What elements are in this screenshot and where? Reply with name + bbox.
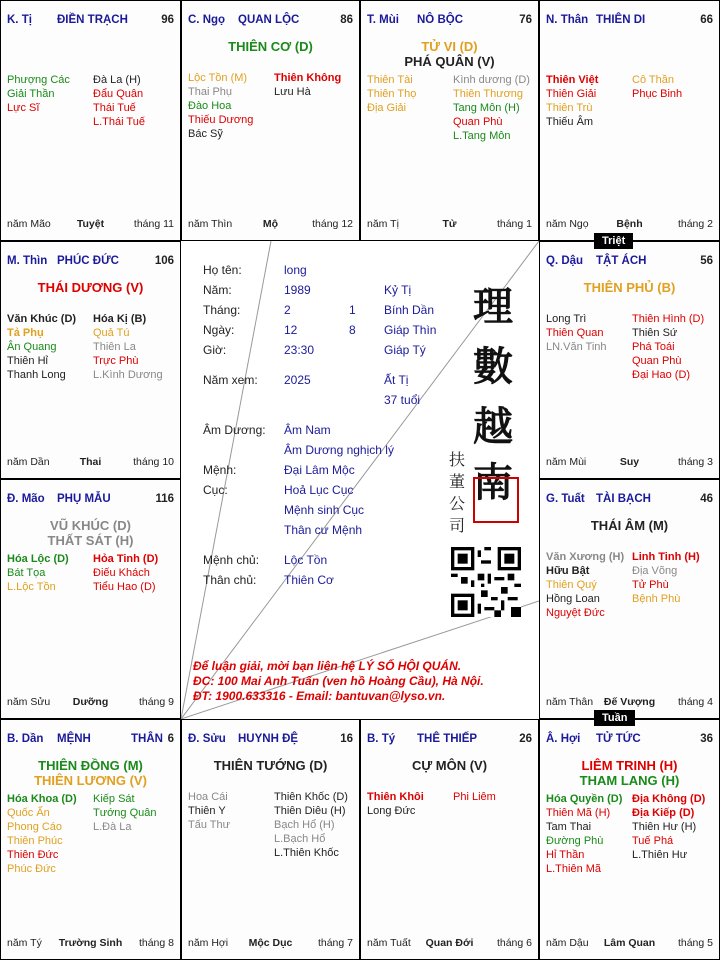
minor-star: Tử Phù bbox=[632, 579, 669, 591]
minor-star: Bệnh Phù bbox=[632, 593, 681, 605]
gio-can-value: Giáp Tý bbox=[384, 343, 426, 357]
side-char-1: 扶 bbox=[449, 450, 466, 469]
palace-branch: Q. Dậu bbox=[546, 255, 584, 267]
palace-name: NÔ BỘC bbox=[417, 14, 463, 26]
palace-mui[interactable] bbox=[360, 0, 539, 241]
palace-branch: Đ. Sửu bbox=[188, 733, 226, 745]
palace-header bbox=[7, 14, 174, 30]
minor-star: Văn Khúc (D) bbox=[7, 313, 77, 325]
minor-star: Hóa Lộc (D) bbox=[7, 553, 69, 565]
minor-star: Thiên Thương bbox=[453, 88, 524, 100]
qr-code-icon[interactable] bbox=[451, 547, 521, 617]
palace-header bbox=[367, 733, 532, 749]
minor-star: Tấu Thư bbox=[188, 819, 231, 831]
minor-star: Quốc Ấn bbox=[7, 807, 50, 819]
minor-star: Kiếp Sát bbox=[93, 793, 135, 805]
minor-star: Thiên Giải bbox=[546, 88, 597, 100]
minor-stars-right bbox=[632, 550, 700, 606]
palace-number: 6 bbox=[167, 733, 174, 745]
minor-star: Phúc Đức bbox=[7, 863, 56, 875]
palace-number: 16 bbox=[340, 733, 353, 745]
minor-star: Thiếu Dương bbox=[188, 114, 254, 126]
palace-branch: B. Dần bbox=[7, 733, 44, 745]
minor-star: L.Bạch Hổ bbox=[274, 833, 326, 845]
palace-month: tháng 8 bbox=[138, 937, 174, 949]
minor-star: Điếu Khách bbox=[93, 567, 150, 579]
gio-value: 23:30 bbox=[284, 343, 315, 357]
minor-star: Thiên Hình (D) bbox=[632, 313, 705, 325]
palace-footer bbox=[546, 937, 713, 951]
minor-star: Tiểu Hao (D) bbox=[93, 581, 156, 593]
minor-star: L.Thiên Mã bbox=[546, 863, 602, 875]
minor-stars-left bbox=[188, 71, 253, 141]
palace-stage: Đế Vượng bbox=[603, 696, 656, 708]
minor-stars-right bbox=[632, 792, 705, 862]
minor-star: Tả Phụ bbox=[7, 327, 44, 339]
palace-header bbox=[546, 733, 713, 749]
minor-star: Thiên Hỉ bbox=[7, 355, 48, 367]
minor-star: Lộc Tồn (M) bbox=[188, 72, 248, 84]
major-star: LIÊM TRINH (H) bbox=[581, 758, 678, 773]
cuc-value-3: Thân cư Mệnh bbox=[284, 523, 363, 537]
palace-name: HUYNH ĐỆ bbox=[238, 733, 299, 745]
palace-name: THÊ THIẾP bbox=[417, 733, 478, 745]
minor-stars-right bbox=[632, 312, 704, 382]
minor-star: Thiên Đức bbox=[7, 849, 59, 861]
contact-line-1: Để luận giải, mời bạn liên hệ LÝ SỐ HỘI QUÁN. bbox=[193, 659, 462, 673]
minor-stars-left bbox=[546, 550, 624, 620]
minor-star: Thiên Hư (H) bbox=[632, 821, 697, 833]
palace-stage: Thai bbox=[79, 456, 102, 468]
namxem-label: Năm xem: bbox=[203, 373, 258, 387]
minor-star: Thiên Không bbox=[274, 72, 342, 84]
palace-footer bbox=[188, 218, 353, 232]
palace-header bbox=[546, 493, 713, 509]
palace-hoi[interactable] bbox=[539, 719, 720, 960]
palace-suu[interactable] bbox=[181, 719, 360, 960]
namxem-value: 2025 bbox=[284, 373, 311, 387]
minor-star: Đà La (H) bbox=[93, 74, 141, 86]
palace-name: ĐIỀN TRẠCH bbox=[57, 14, 128, 26]
ngay-b-value: 8 bbox=[349, 323, 356, 337]
minor-star: L.Thái Tuế bbox=[93, 116, 145, 128]
major-star: THIÊN ĐỒNG (M) bbox=[38, 758, 143, 773]
minor-star: Địa Không (D) bbox=[632, 793, 706, 805]
palace-name: TÀI BẠCH bbox=[596, 493, 651, 505]
palace-footer bbox=[367, 218, 532, 232]
red-seal-stamp bbox=[473, 477, 519, 523]
minor-star: L.Lộc Tồn bbox=[7, 581, 56, 593]
palace-year: năm Hợi bbox=[188, 937, 229, 949]
major-star: THÁI DƯƠNG (V) bbox=[37, 280, 144, 295]
palace-year: năm Thân bbox=[546, 696, 594, 708]
minor-star: Bát Tọa bbox=[7, 567, 46, 579]
amduong-label: Âm Dương: bbox=[203, 423, 266, 437]
minor-star: Hỏa Tinh (D) bbox=[93, 553, 159, 565]
major-star: THIÊN LƯƠNG (V) bbox=[34, 773, 147, 788]
minor-star: Nguyệt Đức bbox=[546, 607, 605, 619]
minor-star: L.Kình Dương bbox=[93, 369, 163, 381]
minor-star: Địa Kiếp (D) bbox=[632, 807, 695, 819]
palace-footer bbox=[7, 456, 174, 470]
major-star: CỰ MÔN (V) bbox=[411, 758, 488, 773]
minor-star: Hóa Quyền (D) bbox=[546, 793, 623, 805]
minor-star: LN.Văn Tinh bbox=[546, 341, 607, 353]
minor-star: Thiên Diêu (H) bbox=[274, 805, 346, 817]
minor-star: Long Đức bbox=[367, 805, 416, 817]
minor-stars-left bbox=[546, 312, 607, 354]
palace-footer bbox=[7, 696, 174, 710]
palace-branch: N. Thân bbox=[546, 14, 589, 26]
minor-star: Quan Phù bbox=[453, 116, 503, 128]
minor-star: Phong Cáo bbox=[7, 821, 63, 833]
palace-stage: Mộ bbox=[262, 218, 279, 230]
side-char-2: 董 bbox=[449, 472, 466, 491]
minor-stars-left bbox=[188, 790, 230, 832]
palace-stage: Suy bbox=[619, 456, 640, 468]
minor-star: Thiên Tài bbox=[367, 74, 413, 86]
tuan-tag: Tuần bbox=[594, 710, 635, 726]
palace-month: tháng 2 bbox=[677, 218, 713, 230]
ngay-can-value: Giáp Thìn bbox=[384, 323, 437, 337]
ngay-a-value: 12 bbox=[284, 323, 298, 337]
menhchu-value: Lộc Tồn bbox=[284, 553, 328, 567]
minor-star: Lực Sĩ bbox=[7, 102, 40, 114]
palace-header bbox=[188, 733, 353, 749]
palace-number: 76 bbox=[519, 14, 532, 26]
side-char-3: 公 bbox=[449, 494, 466, 513]
palace-month: tháng 3 bbox=[677, 456, 713, 468]
palace-year: năm Mão bbox=[7, 218, 51, 230]
minor-star: Bạch Hổ (H) bbox=[274, 819, 335, 831]
palace-footer bbox=[546, 218, 713, 232]
minor-star: L.Tang Môn bbox=[453, 130, 511, 142]
minor-star: Hóa Khoa (D) bbox=[7, 793, 77, 805]
minor-star: Hồng Loan bbox=[546, 593, 600, 605]
minor-stars-right bbox=[632, 73, 682, 101]
palace-header bbox=[188, 14, 353, 30]
minor-stars-left bbox=[7, 552, 69, 594]
cuc-label: Cục: bbox=[203, 483, 228, 497]
minor-stars-left bbox=[367, 73, 416, 115]
minor-star: Thái Tuế bbox=[93, 102, 136, 114]
palace-ty[interactable] bbox=[360, 719, 539, 960]
palace-name: MỆNH bbox=[57, 733, 91, 745]
palace-name: TỬ TỨC bbox=[596, 733, 641, 745]
nam-value: 1989 bbox=[284, 283, 311, 297]
ho-ten-label: Họ tên: bbox=[203, 263, 242, 277]
palace-month: tháng 11 bbox=[133, 218, 174, 230]
minor-star: Bác Sỹ bbox=[188, 128, 223, 140]
minor-star: Thanh Long bbox=[7, 369, 66, 381]
palace-year: năm Tuất bbox=[367, 937, 411, 949]
palace-header bbox=[7, 733, 174, 749]
major-star: THÁI ÂM (M) bbox=[590, 518, 669, 533]
palace-header bbox=[546, 14, 713, 30]
minor-stars-left bbox=[7, 73, 70, 115]
cuc-value: Hoả Lục Cục bbox=[284, 483, 354, 497]
minor-stars-right bbox=[93, 312, 163, 382]
palace-month: tháng 5 bbox=[677, 937, 713, 949]
minor-star: Tướng Quân bbox=[93, 807, 157, 819]
palace-stage: Quan Đới bbox=[425, 937, 474, 949]
minor-star: Giải Thần bbox=[7, 88, 55, 100]
palace-number: 66 bbox=[700, 14, 713, 26]
center-info-panel bbox=[181, 241, 539, 719]
cuc-value-2: Mệnh sinh Cục bbox=[284, 503, 365, 517]
minor-stars-left bbox=[546, 792, 622, 876]
gio-label: Giờ: bbox=[203, 343, 227, 357]
amduong-value-2: Âm Dương nghịch lý bbox=[284, 443, 394, 457]
palace-ti[interactable] bbox=[0, 0, 181, 241]
minor-stars-right bbox=[453, 790, 496, 804]
minor-star: Quả Tú bbox=[93, 327, 130, 339]
palace-year: năm Tý bbox=[7, 937, 42, 949]
minor-star: Thiên Thọ bbox=[367, 88, 417, 100]
palace-month: tháng 1 bbox=[496, 218, 532, 230]
minor-star: Trực Phù bbox=[93, 355, 139, 367]
palace-month: tháng 7 bbox=[317, 937, 353, 949]
calligraphy-char-1: 理 bbox=[473, 283, 513, 330]
palace-branch: Đ. Mão bbox=[7, 493, 45, 505]
palace-number: 26 bbox=[519, 733, 532, 745]
minor-star: Phi Liêm bbox=[453, 791, 496, 803]
minor-stars-right bbox=[274, 71, 341, 99]
minor-star: Cô Thần bbox=[632, 74, 674, 86]
minor-stars-left bbox=[7, 312, 76, 382]
minor-stars-left bbox=[7, 792, 77, 876]
minor-stars-right bbox=[274, 790, 348, 860]
palace-footer bbox=[188, 937, 353, 951]
nam-can-value: Kỷ Tị bbox=[384, 283, 412, 297]
nam-label: Năm: bbox=[203, 283, 232, 297]
palace-name: TẬT ÁCH bbox=[596, 255, 647, 267]
minor-star: Hóa Kị (B) bbox=[93, 313, 147, 325]
contact-line-3[interactable]: ĐT: 1900.633316 - Email: bantuvan@lyso.vn. bbox=[193, 689, 446, 703]
calligraphy-char-4: 南 bbox=[473, 459, 513, 506]
minor-star: Thiên Quý bbox=[546, 579, 597, 591]
minor-star: Thiên Quan bbox=[546, 327, 604, 339]
minor-star: Thiên La bbox=[93, 341, 136, 353]
minor-star: Phục Binh bbox=[632, 88, 683, 100]
minor-star: Đường Phù bbox=[546, 835, 604, 847]
minor-star: Tam Thai bbox=[546, 821, 592, 833]
palace-month: tháng 9 bbox=[138, 696, 174, 708]
major-star: THẤT SÁT (H) bbox=[47, 533, 134, 548]
palace-number: 46 bbox=[700, 493, 713, 505]
palace-branch: T. Mùi bbox=[367, 14, 399, 26]
palace-year: năm Dần bbox=[7, 456, 50, 468]
palace-stage: Tuyệt bbox=[76, 218, 105, 230]
palace-branch: C. Ngọ bbox=[188, 14, 226, 26]
palace-dan[interactable] bbox=[0, 719, 181, 960]
palace-number: 96 bbox=[161, 14, 174, 26]
minor-star: Thiên Sứ bbox=[632, 327, 678, 339]
palace-number: 86 bbox=[340, 14, 353, 26]
minor-stars-left bbox=[546, 73, 598, 129]
palace-footer bbox=[7, 218, 174, 232]
minor-star: Thiếu Âm bbox=[546, 116, 594, 128]
minor-star: Kình dương (D) bbox=[453, 74, 530, 86]
triet-tag: Triệt bbox=[594, 233, 633, 249]
palace-header bbox=[546, 255, 713, 271]
minor-star: Thiên Y bbox=[188, 805, 226, 817]
palace-stage: Lâm Quan bbox=[603, 937, 656, 949]
thang-label: Tháng: bbox=[203, 303, 241, 317]
palace-month: tháng 12 bbox=[312, 218, 353, 230]
minor-star: Thiên Khôi bbox=[367, 791, 424, 803]
palace-year: năm Dậu bbox=[546, 937, 589, 949]
palace-year: năm Mùi bbox=[546, 456, 587, 468]
palace-footer bbox=[546, 696, 713, 710]
palace-branch: B. Tý bbox=[367, 733, 396, 745]
thang-b-value: 1 bbox=[349, 303, 356, 317]
palace-stage: Mộc Dục bbox=[248, 937, 293, 949]
major-star: THIÊN CƠ (D) bbox=[228, 39, 313, 54]
palace-stage: Bệnh bbox=[616, 218, 643, 230]
palace-branch: M. Thìn bbox=[7, 255, 48, 267]
namxem-can-value: Ất Tị bbox=[384, 373, 409, 387]
palace-than[interactable] bbox=[539, 0, 720, 241]
palace-name: PHÚC ĐỨC bbox=[57, 255, 119, 267]
minor-star: Lưu Hà bbox=[274, 86, 311, 98]
minor-star: Linh Tinh (H) bbox=[632, 551, 700, 563]
palace-tuat[interactable] bbox=[539, 479, 720, 719]
minor-star: Ân Quang bbox=[7, 341, 57, 353]
palace-month: tháng 4 bbox=[677, 696, 713, 708]
major-star: THIÊN TƯỚNG (D) bbox=[213, 758, 328, 773]
palace-stage: Tử bbox=[442, 218, 457, 230]
palace-branch: Â. Hợi bbox=[546, 733, 581, 745]
calligraphy-char-2: 數 bbox=[473, 343, 513, 390]
menhchu-label: Mệnh chủ: bbox=[203, 553, 260, 567]
minor-star: L.Thiên Khốc bbox=[274, 847, 339, 859]
thanchu-value: Thiên Cơ bbox=[284, 573, 334, 587]
minor-star: Thiên Trù bbox=[546, 102, 593, 114]
minor-star: Hữu Bật bbox=[546, 565, 590, 577]
thanchu-label: Thân chủ: bbox=[203, 573, 257, 587]
minor-star: Phượng Các bbox=[7, 74, 70, 86]
minor-stars-right bbox=[93, 792, 157, 834]
palace-mao[interactable] bbox=[0, 479, 181, 719]
palace-name: QUAN LỘC bbox=[238, 14, 300, 26]
minor-star: L.Đà La bbox=[93, 821, 132, 833]
minor-star: Thiên Phúc bbox=[7, 835, 63, 847]
major-star: THAM LANG (H) bbox=[579, 773, 680, 788]
palace-month: tháng 10 bbox=[133, 456, 174, 468]
palace-stage: Dưỡng bbox=[72, 696, 109, 708]
minor-star: Đại Hao (D) bbox=[632, 369, 691, 381]
tuoi-value: 37 tuổi bbox=[384, 393, 421, 407]
palace-footer bbox=[7, 937, 174, 951]
minor-star: Hoa Cái bbox=[188, 791, 228, 803]
side-char-4: 司 bbox=[449, 516, 466, 535]
major-star: THIÊN PHỦ (B) bbox=[583, 280, 676, 295]
palace-branch: G. Tuất bbox=[546, 493, 585, 505]
palace-header bbox=[367, 14, 532, 30]
palace-number: 36 bbox=[700, 733, 713, 745]
minor-star: Thiên Khốc (D) bbox=[274, 791, 348, 803]
palace-number: 116 bbox=[155, 493, 174, 505]
palace-ngo[interactable] bbox=[181, 0, 360, 241]
palace-month: tháng 6 bbox=[496, 937, 532, 949]
amduong-value: Âm Nam bbox=[284, 423, 331, 437]
minor-star: Long Trì bbox=[546, 313, 587, 325]
palace-stage: Trường Sinh bbox=[58, 937, 123, 949]
minor-stars-right bbox=[93, 552, 158, 594]
major-star: VŨ KHÚC (D) bbox=[50, 518, 131, 533]
palace-branch: K. Tị bbox=[7, 14, 32, 26]
palace-year: năm Ngọ bbox=[546, 218, 589, 230]
menh-value: Đại Lâm Mộc bbox=[284, 463, 355, 477]
palace-number: 56 bbox=[700, 255, 713, 267]
minor-star: Địa Giải bbox=[367, 102, 407, 114]
palace-footer bbox=[546, 456, 713, 470]
minor-star: Thiên Mã (H) bbox=[546, 807, 611, 819]
palace-year: năm Sửu bbox=[7, 696, 51, 708]
minor-star: Văn Xương (H) bbox=[546, 551, 625, 563]
menh-label: Mệnh: bbox=[203, 463, 237, 477]
minor-star: Tuế Phá bbox=[632, 835, 674, 847]
minor-star: Đẩu Quân bbox=[93, 88, 144, 100]
palace-than-marker: THÂN bbox=[131, 733, 163, 745]
palace-year: năm Tị bbox=[367, 218, 399, 230]
palace-year: năm Thìn bbox=[188, 218, 233, 230]
minor-star: Hỉ Thần bbox=[546, 849, 585, 861]
minor-stars-right bbox=[93, 73, 145, 129]
palace-name: PHỤ MẪU bbox=[57, 493, 111, 505]
minor-stars-right bbox=[453, 73, 530, 143]
minor-star: Quan Phù bbox=[632, 355, 682, 367]
palace-header bbox=[7, 255, 174, 271]
minor-stars-left bbox=[367, 790, 424, 818]
minor-star: Phá Toái bbox=[632, 341, 675, 353]
ho-ten-value: long bbox=[284, 263, 307, 277]
contact-info bbox=[193, 659, 533, 704]
palace-dau[interactable] bbox=[539, 241, 720, 479]
ngay-label: Ngày: bbox=[203, 323, 235, 337]
thang-can-value: Bính Dần bbox=[384, 303, 435, 317]
minor-star: Đào Hoa bbox=[188, 100, 232, 112]
palace-number: 106 bbox=[154, 255, 174, 267]
minor-star: Địa Võng bbox=[632, 565, 678, 577]
palace-header bbox=[7, 493, 174, 509]
minor-star: Tang Môn (H) bbox=[453, 102, 520, 114]
palace-thin[interactable] bbox=[0, 241, 181, 479]
palace-name: THIÊN DI bbox=[596, 14, 646, 26]
minor-star: Thiên Việt bbox=[546, 74, 599, 86]
major-star: PHÁ QUÂN (V) bbox=[404, 54, 495, 69]
minor-star: Thai Phụ bbox=[188, 86, 233, 98]
palace-footer bbox=[367, 937, 532, 951]
minor-star: L.Thiên Hư bbox=[632, 849, 688, 861]
calligraphy-char-3: 越 bbox=[473, 403, 513, 450]
thang-a-value: 2 bbox=[284, 303, 291, 317]
major-star: TỬ VI (D) bbox=[421, 39, 478, 54]
contact-line-2: ĐC: 100 Mai Anh Tuấn (ven hồ Hoàng Cầu), Hà Nội. bbox=[193, 674, 484, 688]
